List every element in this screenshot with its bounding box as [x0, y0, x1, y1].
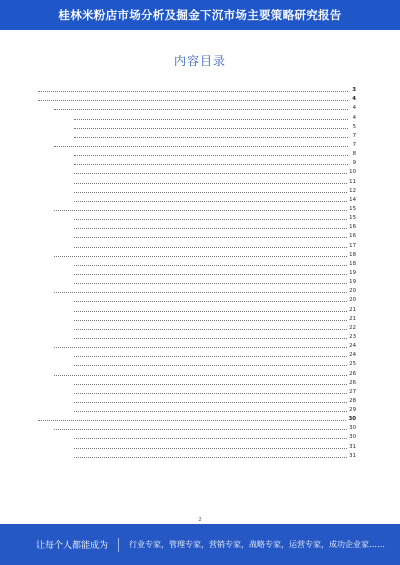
- toc-entry[interactable]: [36, 285, 356, 294]
- toc-entry-page: 15: [349, 215, 356, 222]
- footer-divider: [118, 538, 119, 552]
- toc-entry-page: 9: [352, 160, 356, 167]
- toc-entry-page: 18: [349, 260, 356, 267]
- toc-entry-page: 19: [349, 269, 356, 276]
- toc-dot-leader: [74, 119, 348, 120]
- toc-entry[interactable]: [36, 130, 356, 139]
- toc-entry[interactable]: [36, 404, 356, 413]
- toc-entry[interactable]: [36, 349, 356, 358]
- toc-entry-page: 26: [349, 370, 356, 377]
- toc-dot-leader: [74, 448, 347, 449]
- toc-dot-leader: [38, 420, 346, 421]
- toc-dot-leader: [74, 155, 348, 156]
- toc-entry-page: 15: [349, 205, 356, 212]
- toc-entry-page: 7: [352, 132, 356, 139]
- toc-dot-leader: [74, 265, 347, 266]
- toc-entry-page: 17: [349, 242, 356, 249]
- toc-dot-leader: [54, 429, 347, 430]
- toc-dot-leader: [74, 438, 347, 439]
- toc-dot-leader: [74, 356, 347, 357]
- toc-entry-page: 26: [349, 379, 356, 386]
- toc-entry-page: 30: [349, 434, 356, 441]
- toc-entry[interactable]: [36, 175, 356, 184]
- toc-entry-page: 11: [349, 178, 356, 185]
- toc-entry[interactable]: [36, 431, 356, 440]
- toc-dot-leader: [74, 137, 348, 138]
- toc-dot-leader: [74, 283, 347, 284]
- footer-bar: [0, 524, 400, 565]
- toc-dot-leader: [74, 228, 347, 229]
- footer-slogan: 让每个人都能成为: [36, 541, 109, 551]
- toc-entry[interactable]: [36, 258, 356, 267]
- toc-entry-page: 30: [348, 416, 356, 423]
- toc-entry[interactable]: [36, 157, 356, 166]
- toc-entry-page: 27: [349, 388, 356, 395]
- toc-entry-page: 4: [352, 105, 356, 112]
- toc-dot-leader: [74, 384, 347, 385]
- toc-dot-leader: [74, 192, 347, 193]
- toc-dot-leader: [74, 164, 348, 165]
- toc-entry-page: 8: [352, 151, 356, 158]
- toc-dot-leader: [54, 146, 348, 147]
- toc-dot-leader: [54, 256, 347, 257]
- toc-entry-page: 25: [349, 361, 356, 368]
- toc-dot-leader: [54, 375, 347, 376]
- toc-dot-leader: [74, 338, 347, 339]
- report-title: 桂林米粉店市场分析及掘金下沉市场主要策略研究报告: [58, 8, 342, 22]
- toc-entry[interactable]: [36, 194, 356, 203]
- toc-entry[interactable]: [36, 294, 356, 303]
- toc-dot-leader: [74, 411, 347, 412]
- toc-dot-leader: [74, 247, 347, 248]
- footer-tagline: 行业专家，管理专家，营销专家，战略专家，运营专家，成功企业家……: [129, 540, 386, 549]
- toc-entry-page: 3: [352, 87, 356, 94]
- toc-entry[interactable]: [36, 276, 356, 285]
- toc-entry[interactable]: [36, 313, 356, 322]
- toc-dot-leader: [74, 173, 347, 174]
- toc-entry-page: 30: [349, 425, 356, 432]
- page-number: 2: [198, 517, 202, 523]
- toc-entry[interactable]: [36, 267, 356, 276]
- toc-entry[interactable]: [36, 386, 356, 395]
- toc-entry[interactable]: [36, 111, 356, 120]
- toc-dot-leader: [74, 237, 347, 238]
- toc-dot-leader: [74, 128, 348, 129]
- toc-entry-page: 21: [349, 315, 356, 322]
- toc-entry-page: 14: [349, 196, 356, 203]
- toc-dot-leader: [54, 292, 347, 293]
- toc-entry[interactable]: [36, 450, 356, 459]
- toc-entry[interactable]: [36, 395, 356, 404]
- toc-entry[interactable]: [36, 102, 356, 111]
- toc-entry-page: 20: [349, 297, 356, 304]
- toc-dot-leader: [38, 100, 348, 101]
- table-of-contents: [36, 84, 356, 459]
- toc-entry[interactable]: [36, 303, 356, 312]
- toc-entry-page: 16: [349, 224, 356, 231]
- toc-dot-leader: [74, 274, 347, 275]
- toc-entry-page: 31: [349, 443, 356, 450]
- toc-entry[interactable]: [36, 422, 356, 431]
- toc-entry[interactable]: [36, 84, 356, 93]
- toc-dot-leader: [54, 109, 348, 110]
- toc-entry-page: 5: [352, 123, 356, 130]
- toc-dot-leader: [74, 393, 347, 394]
- toc-entry-page: 22: [349, 324, 356, 331]
- toc-entry-page: 18: [349, 251, 356, 258]
- toc-entry[interactable]: [36, 331, 356, 340]
- toc-entry[interactable]: [36, 221, 356, 230]
- toc-entry-page: 28: [349, 397, 356, 404]
- toc-entry-page: 16: [349, 233, 356, 240]
- toc-entry[interactable]: [36, 212, 356, 221]
- toc-entry[interactable]: [36, 139, 356, 148]
- toc-dot-leader: [74, 183, 347, 184]
- toc-dot-leader: [54, 347, 347, 348]
- toc-entry-page: 19: [349, 279, 356, 286]
- toc-entry[interactable]: [36, 340, 356, 349]
- toc-dot-leader: [74, 320, 347, 321]
- toc-entry[interactable]: [36, 377, 356, 386]
- toc-dot-leader: [74, 311, 347, 312]
- toc-entry[interactable]: [36, 367, 356, 376]
- toc-dot-leader: [74, 219, 347, 220]
- toc-entry[interactable]: [36, 249, 356, 258]
- report-title-bar: [0, 0, 400, 30]
- toc-dot-leader: [74, 365, 347, 366]
- toc-entry-page: 24: [349, 343, 356, 350]
- toc-entry[interactable]: [36, 440, 356, 449]
- toc-entry[interactable]: [36, 203, 356, 212]
- toc-entry-page: 24: [349, 352, 356, 359]
- toc-entry-page: 7: [352, 141, 356, 148]
- toc-entry-page: 21: [349, 306, 356, 313]
- toc-entry-page: 20: [349, 288, 356, 295]
- toc-entry-page: 12: [349, 187, 356, 194]
- toc-entry-page: 31: [349, 452, 356, 459]
- toc-dot-leader: [74, 329, 347, 330]
- toc-entry-page: 23: [349, 333, 356, 340]
- toc-entry[interactable]: [36, 413, 356, 422]
- toc-entry[interactable]: [36, 322, 356, 331]
- toc-entry[interactable]: [36, 358, 356, 367]
- toc-entry[interactable]: [36, 230, 356, 239]
- toc-entry[interactable]: [36, 166, 356, 175]
- toc-entry[interactable]: [36, 185, 356, 194]
- toc-entry[interactable]: [36, 121, 356, 130]
- toc-dot-leader: [38, 91, 348, 92]
- toc-dot-leader: [74, 402, 347, 403]
- toc-dot-leader: [74, 301, 347, 302]
- toc-entry-page: 10: [349, 169, 356, 176]
- toc-dot-leader: [54, 210, 347, 211]
- toc-heading: 内容目录: [173, 54, 226, 68]
- toc-dot-leader: [74, 457, 347, 458]
- toc-entry-page: 4: [352, 114, 356, 121]
- toc-entry[interactable]: [36, 93, 356, 102]
- toc-dot-leader: [74, 201, 347, 202]
- toc-entry-page: 4: [352, 96, 356, 103]
- toc-entry[interactable]: [36, 239, 356, 248]
- toc-entry[interactable]: [36, 148, 356, 157]
- toc-entry-page: 29: [349, 407, 356, 414]
